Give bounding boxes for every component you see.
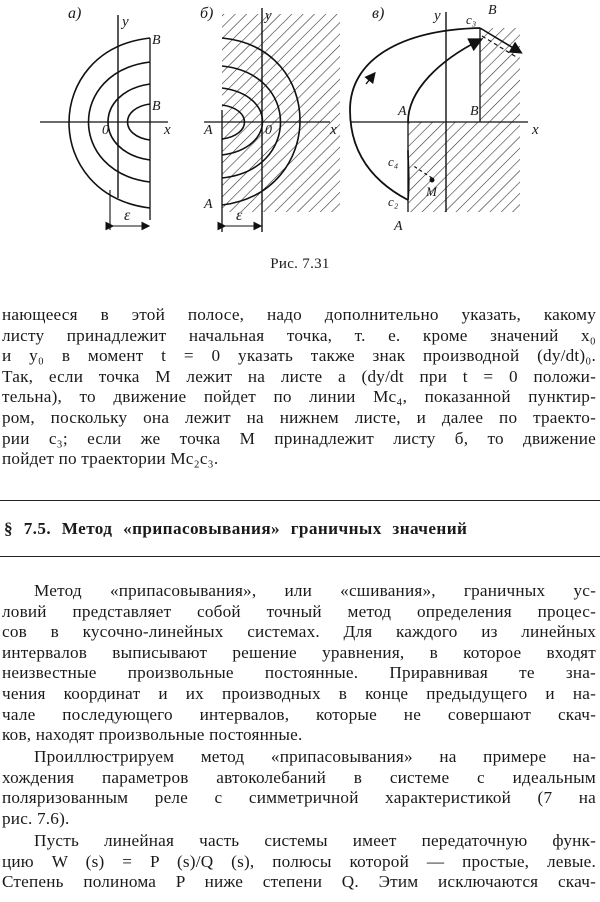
text-line: листу принадлежит начальная точка, т. е. кроме значений x₀ [2, 325, 596, 345]
section-heading: § 7.5. Метод «припасовывания» граничных значений [4, 519, 468, 538]
paragraph-2 [2, 581, 596, 746]
text-line: ловий представляет собой точный метод определения процес- [2, 601, 596, 621]
panel-c-arrow-1 [366, 74, 374, 84]
panel-c-hatch-upper [480, 28, 520, 122]
panel-a-width-label: ε [124, 207, 131, 224]
panel-a-label: а) [68, 5, 82, 22]
section-rule-top [0, 500, 600, 501]
text-line: пойдет по траектории Mc₂c₃. [2, 449, 219, 469]
panel-b-x-label: x [330, 122, 337, 138]
panel-c-x-label: x [532, 122, 539, 138]
text-line: цию W (s) = P (s)/Q (s), полюсы которой — простые, левые. [2, 851, 596, 871]
panel-c-hatch-lower [408, 122, 520, 212]
panel-b [200, 5, 340, 232]
panel-c-point-m [430, 178, 435, 183]
panel-a-point-b-mid: B [152, 99, 161, 114]
figure-7-31 [0, 0, 600, 250]
text-line: и y₀ в момент t = 0 указать также знак производной (dy/dt)₀. [2, 346, 596, 366]
text-line: чале последующего интервалов, которые не совершают скач- [2, 704, 596, 724]
panel-a-origin-label: 0 [102, 123, 109, 138]
text-line: Пусть линейная часть системы имеет передаточную функ- [34, 831, 596, 850]
panel-a-point-b-top: B [152, 33, 161, 48]
text-line: рии c₃; если же точка M принадлежит листу б, то движение [2, 428, 596, 448]
panel-b-origin-label: 0 [265, 123, 272, 138]
panel-c-point-a-mid: A [398, 104, 407, 119]
panel-b-width-label: ε [236, 207, 243, 224]
text-line: ков, находят произвольные постоянные. [2, 725, 303, 745]
panel-c-m-label: M [426, 184, 437, 199]
panel-c-y-label: y [434, 8, 441, 24]
text-line: хождения параметров автоколебаний в системе с идеальным [2, 767, 596, 787]
panel-b-point-a-low: A [204, 197, 213, 212]
text-line: чения координат и их производных в конце предыдущего и на- [2, 683, 596, 703]
panel-a-x-label: x [164, 122, 171, 138]
panel-b-y-label: y [265, 8, 272, 24]
text-line: Степень полинома P ниже степени Q. Этим исключаются скач- [2, 872, 596, 892]
panel-c-c3-label: c₃ [466, 12, 477, 27]
panel-a-y-label: y [122, 14, 129, 30]
text-line: Метод «припасовывания», или «сшивания», граничных ус- [34, 581, 596, 600]
text-line: сов в кусочно-линейных системах. Для каждого из линейных [2, 622, 596, 642]
panel-a [40, 5, 171, 230]
panel-c-trajectory-lower [408, 150, 409, 200]
panel-c [350, 3, 539, 234]
text-line: нающееся в этой полосе, надо дополнительно указать, какому [2, 305, 596, 324]
text-line: Проиллюстрируем метод «припасовывания» на примере на- [34, 747, 596, 766]
text-line: ром, поскольку она лежит на нижнем листе, и далее по траекто- [2, 407, 596, 427]
text-line: поляризованным реле с симметричной характеристикой (7 на [2, 788, 596, 808]
figure-caption: Рис. 7.31 [270, 256, 330, 272]
text-line: Так, если точка M лежит на листе a (dy/dt при t = 0 положи- [2, 366, 596, 386]
panel-b-point-a-mid: A [204, 123, 213, 138]
panel-c-point-a-low: A [394, 219, 403, 234]
panel-c-label: в) [372, 5, 385, 22]
text-line: интервалов выписывают решение уравнения, в которое входят [2, 642, 596, 662]
panel-c-point-b-top: B [488, 3, 497, 18]
paragraph-1 [2, 305, 596, 470]
panel-c-c4-label: c₄ [388, 154, 399, 169]
panel-c-point-b-mid: B [470, 104, 479, 119]
text-line: тельна), то движение пойдет по линии Mc₄, показанной пунктир- [2, 387, 596, 407]
panel-b-label: б) [200, 5, 214, 22]
paragraph-4 [2, 831, 596, 893]
section-rule-bottom [0, 556, 600, 557]
text-line: неизвестные произвольные постоянные. Приравнивая те зна- [2, 663, 596, 683]
paragraph-3 [2, 747, 596, 829]
panel-c-c2-label: c₂ [388, 194, 399, 209]
text-line: рис. 7.6). [2, 808, 70, 828]
